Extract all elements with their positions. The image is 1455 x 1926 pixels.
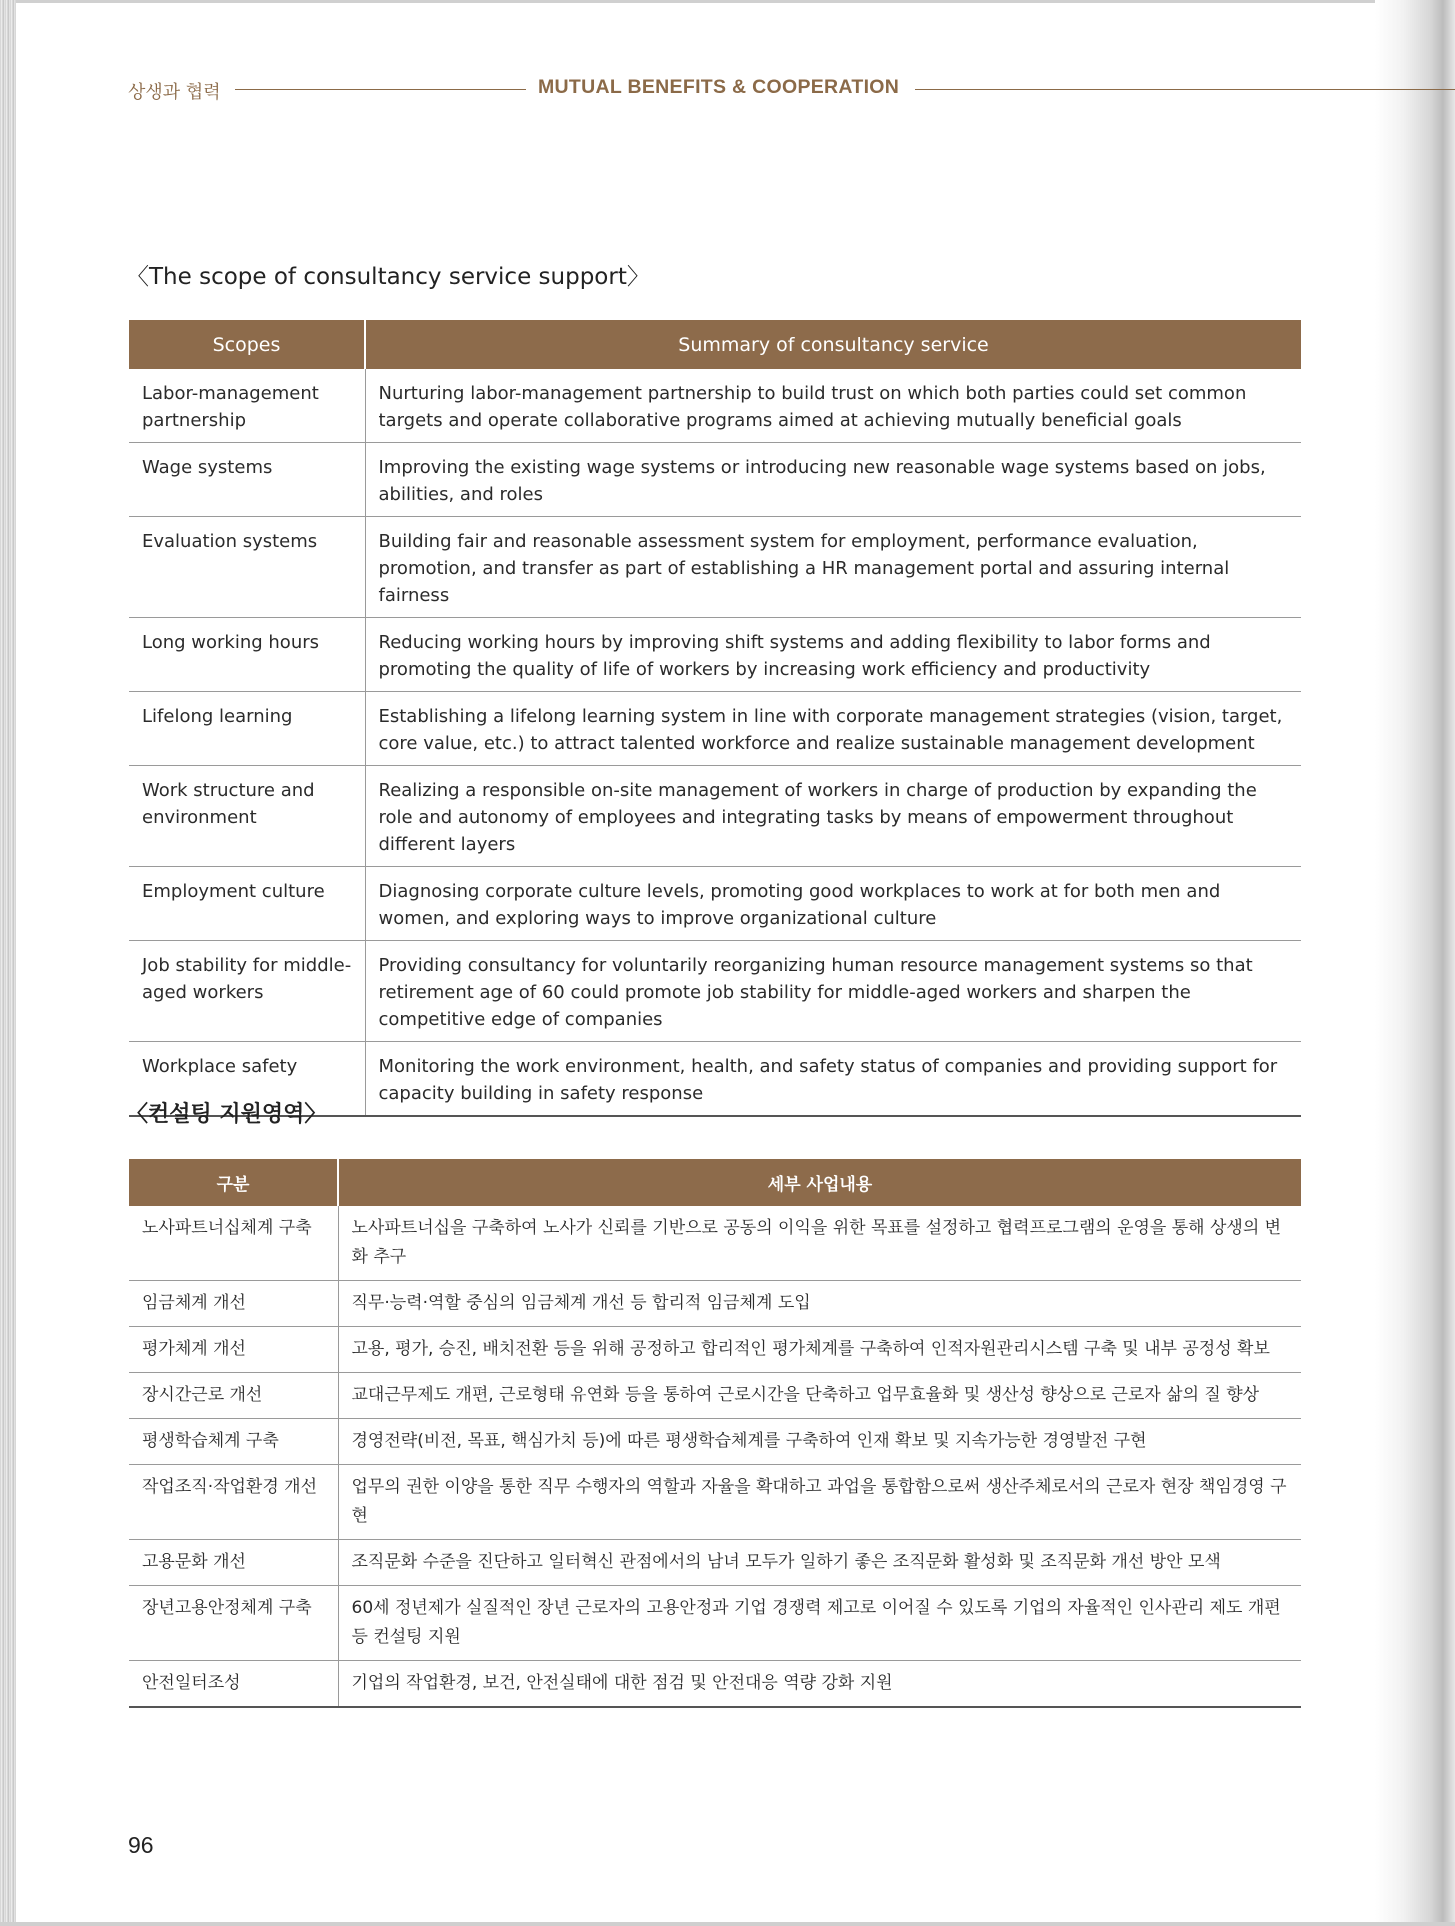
scope-cell: Work structure and environment <box>129 766 365 867</box>
scope-cell: 고용문화 개선 <box>129 1540 338 1586</box>
running-header <box>128 76 1455 104</box>
summary-cell: 업무의 권한 이양을 통한 직무 수행자의 역할과 자율을 확대하고 과업을 통합함으로써 생산주체로서의 근로자 현장 책임경영 구현 <box>338 1465 1301 1540</box>
table-header-row <box>129 1159 1301 1206</box>
table-row <box>129 692 1301 766</box>
table-row <box>129 443 1301 517</box>
scope-cell: Job stability for middle-aged workers <box>129 941 365 1042</box>
summary-cell: Reducing working hours by improving shift systems and adding flexibility to labor forms and promoting the quality of life of workers by increasing work efficiency and productivity <box>365 618 1301 692</box>
summary-cell: 직무·능력·역할 중심의 임금체계 개선 등 합리적 임금체계 도입 <box>338 1281 1301 1327</box>
table-row <box>129 766 1301 867</box>
table-row <box>129 1373 1301 1419</box>
table-header-row <box>129 320 1301 369</box>
summary-cell: 고용, 평가, 승진, 배치전환 등을 위해 공정하고 합리적인 평가체계를 구축하여 인적자원관리시스템 구축 및 내부 공정성 확보 <box>338 1327 1301 1373</box>
table-row <box>129 1281 1301 1327</box>
korean-scope-table <box>129 1159 1301 1708</box>
scope-cell: Workplace safety <box>129 1042 365 1117</box>
table-row <box>129 1327 1301 1373</box>
english-table-title: 〈The scope of consultancy service support〉 <box>126 264 650 290</box>
page-bottom-edge <box>0 1922 1455 1926</box>
summary-cell: 기업의 작업환경, 보건, 안전실태에 대한 점검 및 안전대응 역량 강화 지원 <box>338 1661 1301 1708</box>
scope-cell: Evaluation systems <box>129 517 365 618</box>
summary-cell: 교대근무제도 개편, 근로형태 유연화 등을 통하여 근로시간을 단축하고 업무효율화 및 생산성 향상으로 근로자 삶의 질 향상 <box>338 1373 1301 1419</box>
scope-cell: 평가체계 개선 <box>129 1327 338 1373</box>
table-row <box>129 1206 1301 1281</box>
scope-cell: 노사파트너십체계 구축 <box>129 1206 338 1281</box>
summary-cell: Realizing a responsible on-site management of workers in charge of production by expanding the role and autonomy of employees and integrating tasks by means of empowerment throughout different layers <box>365 766 1301 867</box>
scope-cell: Lifelong learning <box>129 692 365 766</box>
scope-cell: 작업조직·작업환경 개선 <box>129 1465 338 1540</box>
table-row <box>129 941 1301 1042</box>
table-row <box>129 867 1301 941</box>
summary-cell: 노사파트너십을 구축하여 노사가 신뢰를 기반으로 공동의 이익을 위한 목표를 설정하고 협력프로그램의 운영을 통해 상생의 변화 추구 <box>338 1206 1301 1281</box>
scope-cell: Employment culture <box>129 867 365 941</box>
scope-cell: 임금체계 개선 <box>129 1281 338 1327</box>
book-spine-edge <box>0 0 16 1926</box>
scope-cell: 장년고용안정체계 구축 <box>129 1586 338 1661</box>
header-rule-right <box>915 89 1455 90</box>
summary-cell: Establishing a lifelong learning system in line with corporate management strategies (vision, target, core value, etc.) to attract talented workforce and realize sustainable management development <box>365 692 1301 766</box>
summary-cell: 60세 정년제가 실질적인 장년 근로자의 고용안정과 기업 경쟁력 제고로 이어질 수 있도록 기업의 자율적인 인사관리 제도 개편 등 컨설팅 지원 <box>338 1586 1301 1661</box>
column-header-summary: Summary of consultancy service <box>365 320 1301 369</box>
summary-cell: Providing consultancy for voluntarily reorganizing human resource management systems so that retirement age of 60 could promote job stability for middle-aged workers and sharpen the competitive edge of companies <box>365 941 1301 1042</box>
page-top-edge <box>0 0 1455 3</box>
scope-cell: Wage systems <box>129 443 365 517</box>
table-row <box>129 1465 1301 1540</box>
table-row <box>129 1419 1301 1465</box>
summary-cell: Improving the existing wage systems or introducing new reasonable wage systems based on jobs, abilities, and roles <box>365 443 1301 517</box>
scope-cell: Long working hours <box>129 618 365 692</box>
table-row <box>129 1586 1301 1661</box>
header-english-title: MUTUAL BENEFITS & COOPERATION <box>526 76 911 99</box>
korean-table-title: 〈컨설팅 지원영역〉 <box>126 1102 327 1127</box>
table-row <box>129 1661 1301 1708</box>
table-row <box>129 618 1301 692</box>
summary-cell: Building fair and reasonable assessment system for employment, performance evaluation, promotion, and transfer as part of establishing a HR management portal and assuring internal fairness <box>365 517 1301 618</box>
scope-cell: 평생학습체계 구축 <box>129 1419 338 1465</box>
scope-cell: 안전일터조성 <box>129 1661 338 1708</box>
table-row <box>129 1540 1301 1586</box>
english-scope-table <box>129 320 1301 1117</box>
header-korean-title: 상생과 협력 <box>128 82 221 103</box>
column-header-category: 구분 <box>129 1159 338 1206</box>
table-row <box>129 517 1301 618</box>
page-curl-shadow <box>1375 0 1455 1926</box>
summary-cell: Diagnosing corporate culture levels, promoting good workplaces to work at for both men and women, and exploring ways to improve organizational culture <box>365 867 1301 941</box>
column-header-scopes: Scopes <box>129 320 365 369</box>
page-number: 96 <box>128 1832 154 1858</box>
summary-cell: Nurturing labor-management partnership to build trust on which both parties could set common targets and operate collaborative programs aimed at achieving mutually beneficial goals <box>365 369 1301 443</box>
summary-cell: Monitoring the work environment, health, and safety status of companies and providing support for capacity building in safety response <box>365 1042 1301 1117</box>
summary-cell: 경영전략(비전, 목표, 핵심가치 등)에 따른 평생학습체계를 구축하여 인재 확보 및 지속가능한 경영발전 구현 <box>338 1419 1301 1465</box>
table-row <box>129 369 1301 443</box>
scope-cell: Labor-management partnership <box>129 369 365 443</box>
column-header-details: 세부 사업내용 <box>338 1159 1301 1206</box>
summary-cell: 조직문화 수준을 진단하고 일터혁신 관점에서의 남녀 모두가 일하기 좋은 조직문화 활성화 및 조직문화 개선 방안 모색 <box>338 1540 1301 1586</box>
scope-cell: 장시간근로 개선 <box>129 1373 338 1419</box>
